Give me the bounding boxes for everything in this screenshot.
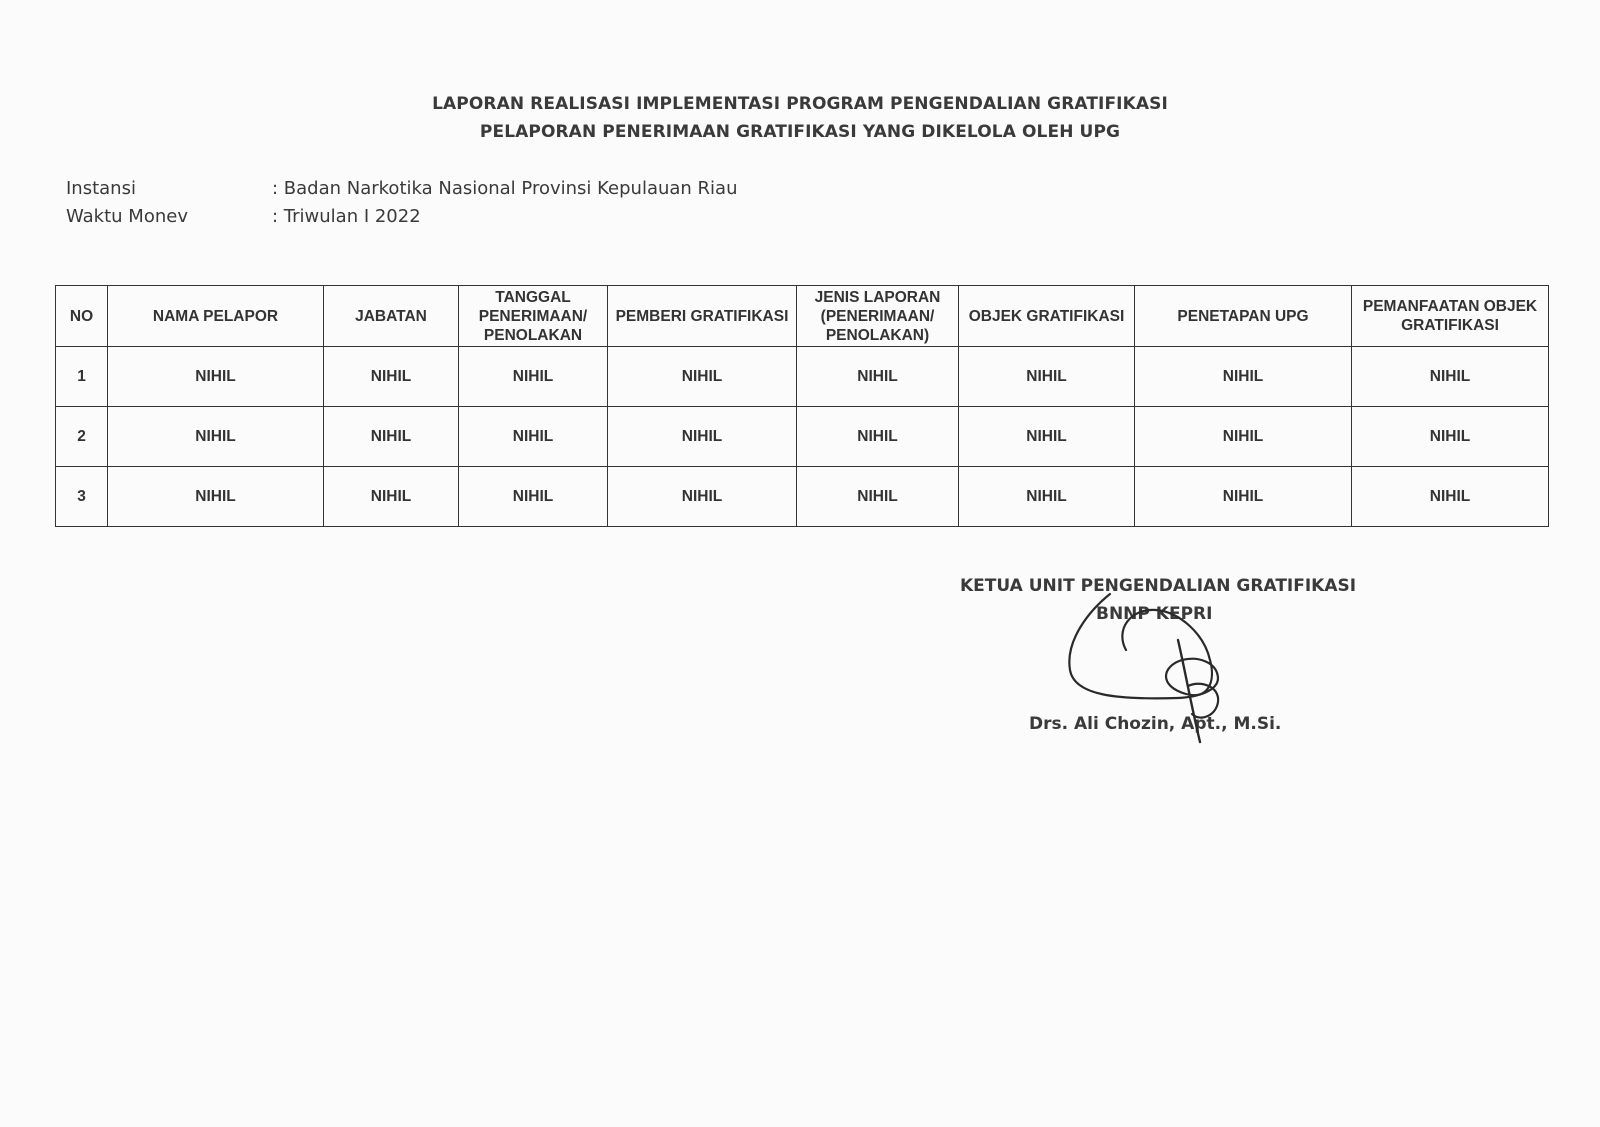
table-cell: NIHIL bbox=[324, 347, 459, 407]
table-cell: NIHIL bbox=[459, 467, 608, 527]
table-cell: NIHIL bbox=[1135, 347, 1352, 407]
header-objek: OBJEK GRATIFIKASI bbox=[959, 286, 1135, 347]
table-cell: NIHIL bbox=[959, 407, 1135, 467]
table-cell: NIHIL bbox=[1135, 467, 1352, 527]
report-metadata bbox=[66, 175, 738, 231]
table-cell: NIHIL bbox=[608, 467, 797, 527]
table-cell: NIHIL bbox=[1352, 347, 1549, 407]
gratification-table-container bbox=[55, 285, 1548, 527]
waktu-monev-value: : Triwulan I 2022 bbox=[272, 206, 421, 227]
header-pemanfaatan: PEMANFAATAN OBJEK GRATIFIKASI bbox=[1352, 286, 1549, 347]
instansi-label: Instansi bbox=[66, 178, 136, 199]
title-line-2: PELAPORAN PENERIMAAN GRATIFIKASI YANG DIKELOLA OLEH UPG bbox=[479, 122, 1121, 142]
table-cell: 3 bbox=[56, 467, 108, 527]
table-cell: NIHIL bbox=[959, 467, 1135, 527]
table-cell: NIHIL bbox=[1352, 407, 1549, 467]
waktu-monev-label: Waktu Monev bbox=[66, 206, 188, 227]
signatory-organization: BNNP KEPRI bbox=[1096, 604, 1213, 624]
title-line-1: LAPORAN REALISASI IMPLEMENTASI PROGRAM PENGENDALIAN GRATIFIKASI bbox=[432, 94, 1168, 114]
document-title bbox=[0, 90, 1600, 146]
gratification-table bbox=[55, 285, 1549, 527]
table-cell: NIHIL bbox=[108, 407, 324, 467]
header-no: NO bbox=[56, 286, 108, 347]
instansi-value: : Badan Narkotika Nasional Provinsi Kepulauan Riau bbox=[272, 178, 738, 199]
table-row bbox=[56, 407, 1549, 467]
table-header-row bbox=[56, 286, 1549, 347]
table-cell: NIHIL bbox=[459, 407, 608, 467]
table-row bbox=[56, 467, 1549, 527]
header-jenis-laporan: JENIS LAPORAN (PENERIMAAN/ PENOLAKAN) bbox=[797, 286, 959, 347]
table-cell: NIHIL bbox=[797, 407, 959, 467]
handwritten-signature bbox=[1060, 590, 1260, 770]
table-cell: NIHIL bbox=[959, 347, 1135, 407]
table-cell: NIHIL bbox=[108, 347, 324, 407]
table-cell: NIHIL bbox=[797, 467, 959, 527]
instansi-row bbox=[66, 175, 738, 203]
header-tanggal: TANGGAL PENERIMAAN/ PENOLAKAN bbox=[459, 286, 608, 347]
header-nama-pelapor: NAMA PELAPOR bbox=[108, 286, 324, 347]
table-cell: NIHIL bbox=[324, 467, 459, 527]
signatory-name: Drs. Ali Chozin, Apt., M.Si. bbox=[1029, 714, 1282, 734]
table-row bbox=[56, 347, 1549, 407]
table-cell: NIHIL bbox=[459, 347, 608, 407]
table-cell: 2 bbox=[56, 407, 108, 467]
header-penetapan-upg: PENETAPAN UPG bbox=[1135, 286, 1352, 347]
table-cell: NIHIL bbox=[1352, 467, 1549, 527]
table-cell: NIHIL bbox=[1135, 407, 1352, 467]
table-cell: NIHIL bbox=[608, 347, 797, 407]
signatory-position: KETUA UNIT PENGENDALIAN GRATIFIKASI bbox=[960, 576, 1357, 596]
table-cell: NIHIL bbox=[797, 347, 959, 407]
table-cell: NIHIL bbox=[324, 407, 459, 467]
table-cell: NIHIL bbox=[108, 467, 324, 527]
waktu-monev-row bbox=[66, 203, 738, 231]
table-cell: NIHIL bbox=[608, 407, 797, 467]
header-pemberi: PEMBERI GRATIFIKASI bbox=[608, 286, 797, 347]
table-cell: 1 bbox=[56, 347, 108, 407]
header-jabatan: JABATAN bbox=[324, 286, 459, 347]
